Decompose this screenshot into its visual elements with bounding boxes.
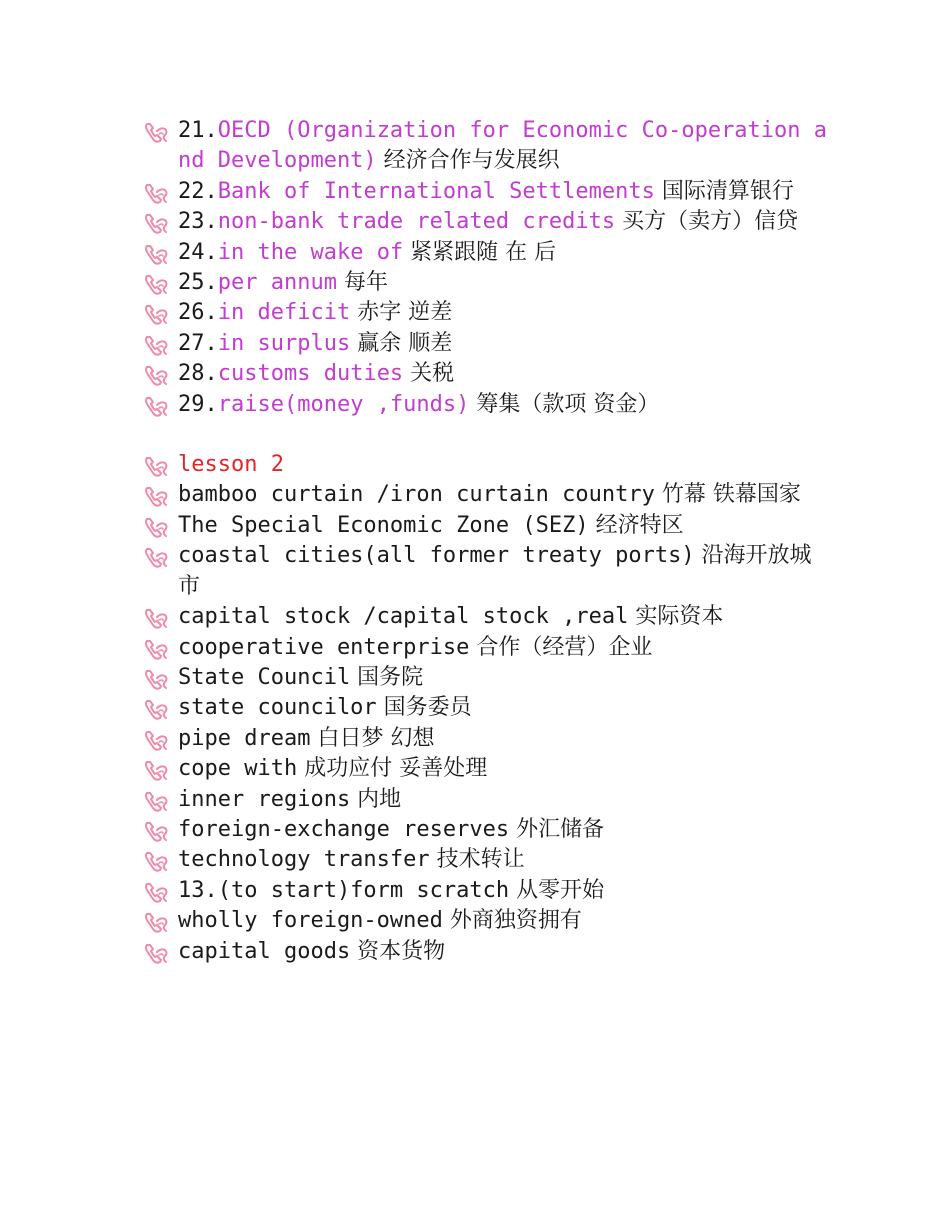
telephone-handset-icon: [144, 456, 170, 478]
lesson-heading: [140, 450, 830, 480]
item-translation: 资本货物: [350, 938, 446, 964]
item-translation: 经济合作与发展织: [376, 148, 560, 174]
list-item: [140, 724, 830, 754]
list-item: [140, 511, 830, 541]
telephone-handset-icon: [144, 335, 170, 357]
list-item: [140, 876, 830, 906]
item-number: 25.: [178, 270, 218, 296]
item-translation: 经济特区: [588, 512, 684, 538]
item-term: coastal cities(all former treaty ports): [178, 543, 695, 569]
item-term: technology transfer: [178, 847, 430, 873]
item-translation: 国际清算银行: [654, 178, 794, 204]
vocabulary-list: [140, 116, 830, 967]
item-translation: 紧紧跟随 在 后: [403, 239, 557, 265]
list-item: [140, 177, 830, 207]
item-translation: 关税: [403, 361, 455, 387]
item-term: capital goods: [178, 938, 351, 964]
list-item: [140, 602, 830, 632]
telephone-handset-icon: [144, 912, 170, 934]
telephone-handset-icon: [144, 396, 170, 418]
list-item: [140, 480, 830, 510]
item-term: raise(money ,funds): [217, 391, 470, 417]
telephone-handset-icon: [144, 183, 170, 205]
item-number: 22.: [178, 178, 218, 204]
list-item: [140, 754, 830, 784]
list-item: [140, 298, 830, 328]
item-translation: 从零开始: [509, 877, 605, 903]
telephone-handset-icon: [144, 882, 170, 904]
list-item: [140, 785, 830, 815]
item-translation: 技术转让: [429, 847, 525, 873]
item-translation: 买方（卖方）信贷: [615, 209, 799, 235]
item-translation: 国务院: [350, 664, 424, 690]
item-term: cooperative enterprise: [178, 634, 470, 660]
list-item: [140, 815, 830, 845]
list-item: [140, 359, 830, 389]
item-term: The Special Economic Zone (SEZ): [178, 512, 589, 538]
list-item: [140, 663, 830, 693]
lesson-heading-text: lesson 2: [178, 452, 284, 478]
item-translation: 外汇储备: [509, 816, 605, 842]
list-item: [140, 116, 830, 177]
item-translation: 每年: [336, 270, 388, 296]
item-term: in deficit: [217, 300, 351, 326]
list-item: [140, 541, 830, 602]
telephone-handset-icon: [144, 213, 170, 235]
item-number: 29.: [178, 391, 218, 417]
item-term: per annum: [217, 270, 337, 296]
item-number: 24.: [178, 239, 218, 265]
item-term: OECD (Organization for Economic Co-operation and Development): [178, 118, 828, 174]
item-term: in surplus: [217, 330, 351, 356]
list-item: [140, 633, 830, 663]
item-translation: 外商独资拥有: [442, 908, 582, 934]
telephone-handset-icon: [144, 608, 170, 630]
telephone-handset-icon: [144, 851, 170, 873]
telephone-handset-icon: [144, 244, 170, 266]
list-item: [140, 268, 830, 298]
telephone-handset-icon: [144, 304, 170, 326]
item-term: in the wake of: [217, 239, 404, 265]
item-term: foreign-exchange reserves: [178, 816, 510, 842]
item-translation: 国务委员: [376, 695, 472, 721]
list-item: [140, 937, 830, 967]
telephone-handset-icon: [144, 517, 170, 539]
item-number: 21.: [178, 118, 218, 143]
item-term: capital stock /capital stock ,real: [178, 604, 629, 630]
telephone-handset-icon: [144, 760, 170, 782]
blank-line: [140, 420, 830, 450]
telephone-handset-icon: [144, 730, 170, 752]
item-translation: 赢余 顺差: [350, 330, 453, 356]
telephone-handset-icon: [144, 274, 170, 296]
telephone-handset-icon: [144, 365, 170, 387]
item-translation: 赤字 逆差: [350, 300, 453, 326]
item-translation: 竹幕 铁幕国家: [654, 482, 801, 508]
item-translation: 筹集（款项 资金）: [469, 391, 660, 417]
item-term: inner regions: [178, 786, 351, 812]
list-item: [140, 238, 830, 268]
telephone-handset-icon: [144, 639, 170, 661]
item-term: non-bank trade related credits: [217, 209, 616, 235]
item-translation: 实际资本: [628, 604, 724, 630]
item-term: customs duties: [217, 361, 404, 387]
item-number: 23.: [178, 209, 218, 235]
item-translation: 白日梦 幻想: [310, 725, 435, 751]
list-item: [140, 329, 830, 359]
item-term: 13.(to start)form scratch: [178, 877, 510, 903]
list-item: [140, 390, 830, 420]
item-term: state councilor: [178, 695, 377, 721]
telephone-handset-icon: [144, 821, 170, 843]
item-term: pipe dream: [178, 725, 311, 751]
telephone-handset-icon: [144, 699, 170, 721]
item-term: Bank of International Settlements: [217, 178, 655, 204]
list-item: [140, 906, 830, 936]
item-term: wholly foreign-owned: [178, 908, 443, 934]
item-translation: 成功应付 妥善处理: [297, 756, 488, 782]
telephone-handset-icon: [144, 943, 170, 965]
item-translation: 合作（经营）企业: [469, 634, 653, 660]
telephone-handset-icon: [144, 669, 170, 691]
telephone-handset-icon: [144, 547, 170, 569]
item-term: cope with: [178, 756, 298, 782]
telephone-handset-icon: [144, 122, 170, 144]
list-item: [140, 207, 830, 237]
item-term: State Council: [178, 664, 351, 690]
telephone-handset-icon: [144, 791, 170, 813]
item-term: bamboo curtain /iron curtain country: [178, 482, 655, 508]
telephone-handset-icon: [144, 486, 170, 508]
item-number: 27.: [178, 330, 218, 356]
item-translation: 沿海开放城市: [178, 543, 812, 599]
item-number: 26.: [178, 300, 218, 326]
list-item: [140, 693, 830, 723]
item-translation: 内地: [350, 786, 402, 812]
item-number: 28.: [178, 361, 218, 387]
list-item: [140, 845, 830, 875]
